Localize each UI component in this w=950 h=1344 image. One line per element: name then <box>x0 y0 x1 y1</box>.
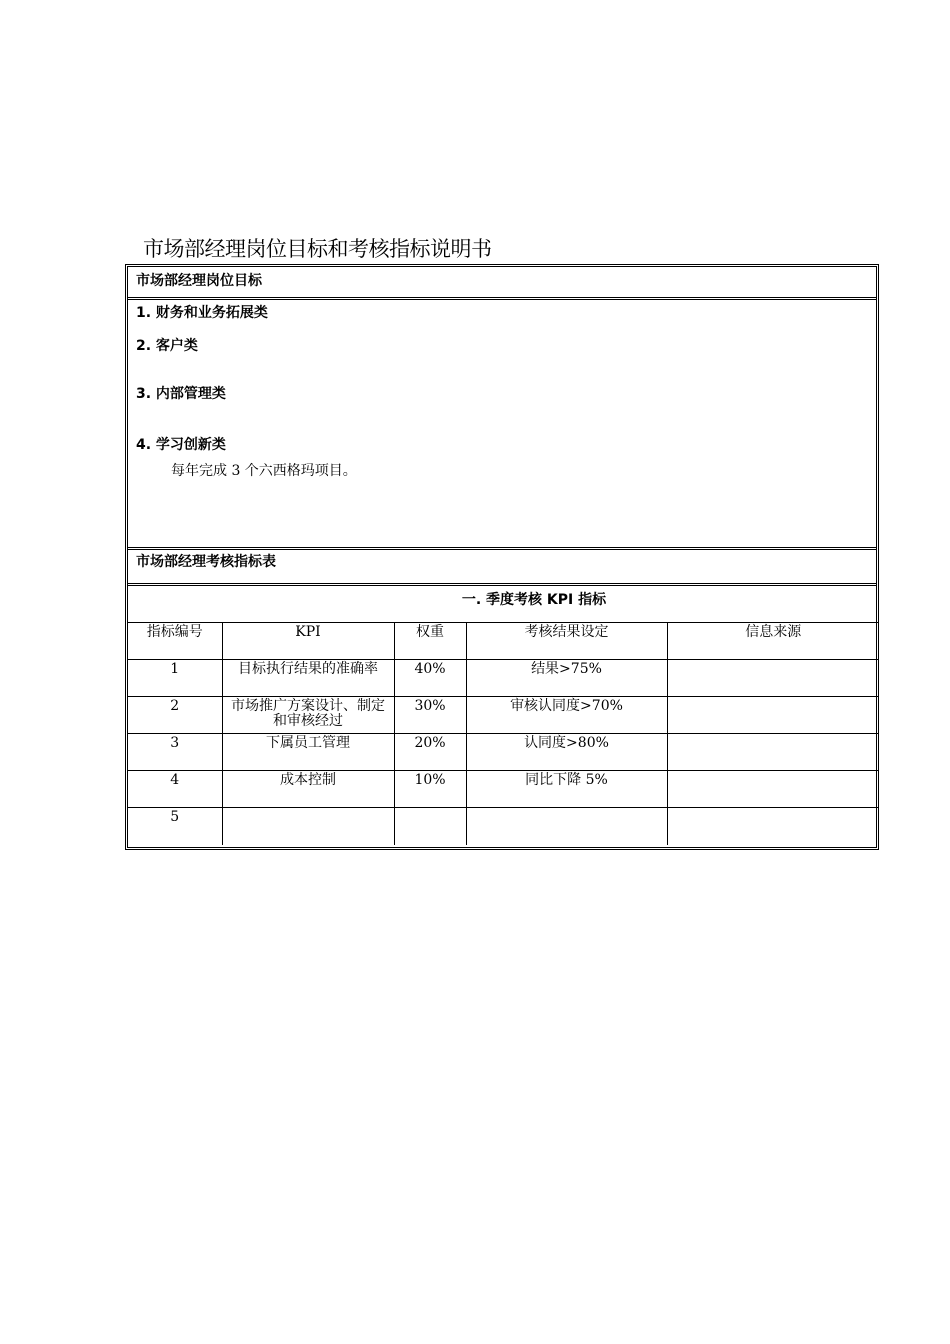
description-table <box>125 264 879 850</box>
cell-source <box>667 697 879 734</box>
kpi-subheading: 一. 季度考核 KPI 指标 <box>461 592 607 608</box>
cell-source <box>667 660 879 697</box>
column-header-id: 指标编号 <box>128 623 222 660</box>
goal-item-learning-detail: 每年完成 3 个六西格玛项目。 <box>171 463 357 479</box>
cell-source <box>667 808 879 845</box>
divider <box>128 297 876 300</box>
goal-item-customer: 2. 客户类 <box>136 338 198 354</box>
cell-kpi <box>222 808 394 845</box>
cell-weight <box>394 808 466 845</box>
cell-target: 认同度>80% <box>466 734 667 771</box>
goals-heading: 市场部经理岗位目标 <box>136 273 262 289</box>
kpi-header-row <box>128 623 879 660</box>
column-header-source: 信息来源 <box>667 623 879 660</box>
goal-item-internal: 3. 内部管理类 <box>136 386 226 402</box>
divider <box>128 547 876 550</box>
table-row <box>128 771 879 808</box>
cell-target: 同比下降 5% <box>466 771 667 808</box>
goal-item-finance: 1. 财务和业务拓展类 <box>136 305 268 321</box>
column-header-target: 考核结果设定 <box>466 623 667 660</box>
cell-id: 5 <box>128 808 222 845</box>
column-header-kpi: KPI <box>222 623 394 660</box>
goal-item-learning: 4. 学习创新类 <box>136 437 226 453</box>
cell-weight: 40% <box>394 660 466 697</box>
cell-id: 1 <box>128 660 222 697</box>
table-row <box>128 808 879 845</box>
table-row <box>128 734 879 771</box>
cell-kpi: 下属员工管理 <box>222 734 394 771</box>
cell-kpi: 目标执行结果的准确率 <box>222 660 394 697</box>
kpi-table <box>128 622 879 845</box>
document-title: 市场部经理岗位目标和考核指标说明书 <box>143 237 492 261</box>
cell-source <box>667 771 879 808</box>
table-row <box>128 697 879 734</box>
cell-weight: 10% <box>394 771 466 808</box>
cell-id: 3 <box>128 734 222 771</box>
cell-weight: 30% <box>394 697 466 734</box>
cell-id: 4 <box>128 771 222 808</box>
cell-target: 审核认同度>70% <box>466 697 667 734</box>
cell-target <box>466 808 667 845</box>
cell-id: 2 <box>128 697 222 734</box>
kpi-subheading-row <box>128 586 876 622</box>
kpi-heading: 市场部经理考核指标表 <box>136 554 276 570</box>
table-row <box>128 660 879 697</box>
cell-target: 结果>75% <box>466 660 667 697</box>
column-header-weight: 权重 <box>394 623 466 660</box>
cell-kpi: 成本控制 <box>222 771 394 808</box>
cell-source <box>667 734 879 771</box>
cell-kpi: 市场推广方案设计、制定和审核经过 <box>222 697 394 734</box>
cell-weight: 20% <box>394 734 466 771</box>
